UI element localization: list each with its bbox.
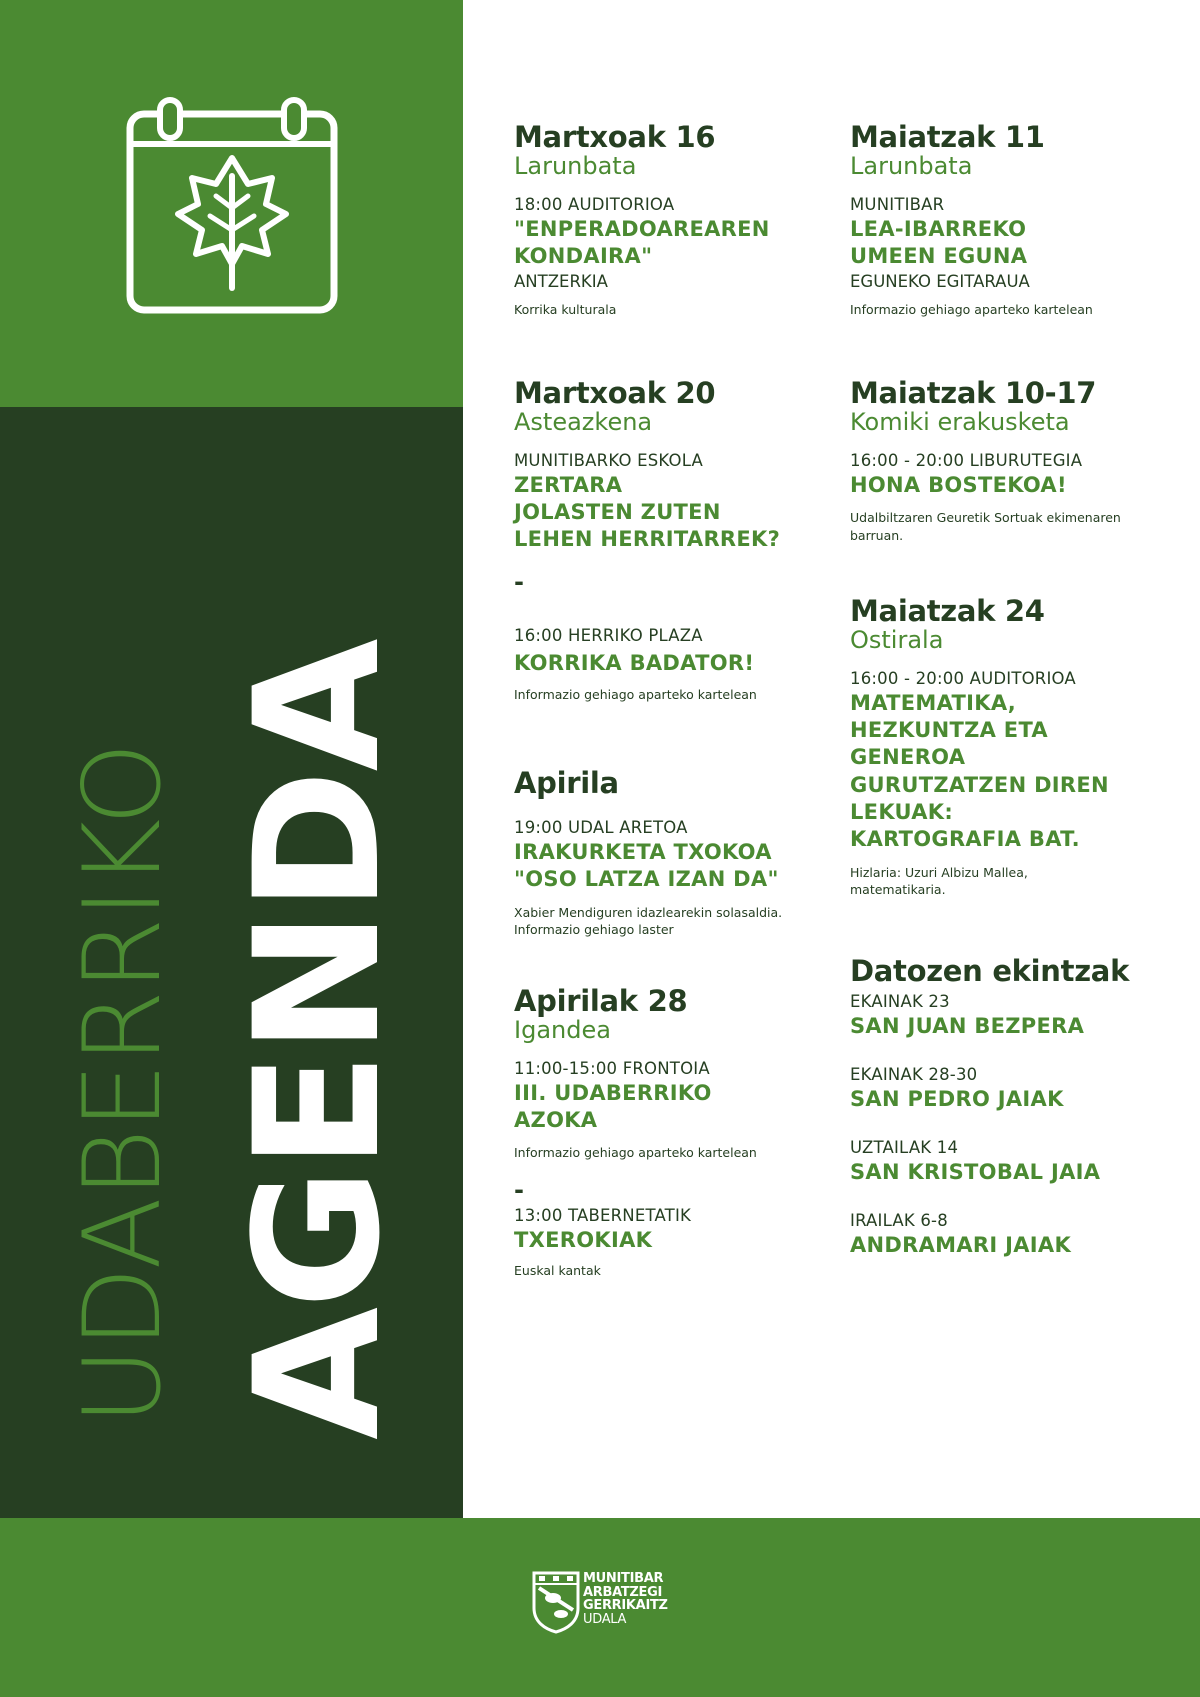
- event-time-place: MUNITIBAR: [850, 195, 945, 215]
- event-title-line: KONDAIRA": [514, 244, 653, 269]
- event-time-place: MUNITIBARKO ESKOLA: [514, 451, 703, 471]
- event-time-place: 16:00 - 20:00 AUDITORIOA: [850, 669, 1076, 689]
- event-block: [850, 122, 1190, 319]
- event-time-place: 19:00 UDAL ARETOA: [514, 818, 688, 838]
- event-note: Hizlaria: Uzuri Albizu Mallea,: [850, 864, 1028, 880]
- town-logo: [531, 1570, 681, 1634]
- event-block: [850, 596, 1190, 899]
- upcoming-events: [850, 956, 1190, 1259]
- upcoming-title: Datozen ekintzak: [850, 954, 1130, 988]
- event-time-place: 16:00 HERRIKO PLAZA: [514, 625, 703, 645]
- event-note: Korrika kulturala: [514, 302, 617, 318]
- event-time-place: 13:00 TABERNETATIK: [514, 1205, 692, 1225]
- event-title-line: HONA BOSTEKOA!: [850, 472, 1067, 497]
- upcoming-item: [850, 992, 1190, 1040]
- upcoming-date: UZTAILAK 14: [850, 1138, 959, 1158]
- upcoming-item: [850, 1065, 1190, 1113]
- town-shield-icon: [531, 1570, 581, 1634]
- event-note: Euskal kantak: [514, 1262, 601, 1278]
- town-name-line: MUNITIBAR: [583, 1571, 664, 1586]
- event-title-line: HEZKUNTZA ETA: [850, 718, 1048, 743]
- event-date: Apirila: [514, 766, 619, 800]
- event-day: Larunbata: [850, 152, 973, 181]
- event-category: EGUNEKO EGITARAUA: [850, 272, 1030, 292]
- town-name-line: ARBATZEGI: [583, 1584, 663, 1600]
- event-time-place: 16:00 - 20:00 LIBURUTEGIA: [850, 451, 1083, 471]
- event-title-line: LEHEN HERRITARREK?: [514, 527, 781, 552]
- event-day: Larunbata: [514, 152, 637, 181]
- event-title-line: TXEROKIAK: [514, 1227, 653, 1252]
- event-date: Martxoak 20: [514, 376, 716, 410]
- event-day: Asteazkena: [514, 408, 653, 437]
- event-date: Martxoak 16: [514, 120, 716, 154]
- town-name: [583, 1572, 668, 1627]
- town-name-line: GERRIKAITZ: [583, 1598, 668, 1614]
- event-date: Maiatzak 24: [850, 594, 1045, 628]
- event-note: Udalbiltzaren Geuretik Sortuak ekimenaren: [850, 510, 1121, 526]
- upcoming-event-title: SAN PEDRO JAIAK: [850, 1086, 1064, 1111]
- event-separator: -: [514, 567, 524, 596]
- event-title-line: "ENPERADOAREAREN: [514, 216, 770, 241]
- upcoming-date: EKAINAK 23: [850, 992, 950, 1012]
- event-block: [514, 986, 844, 1279]
- calendar-leaf-icon: [122, 96, 342, 316]
- event-separator: -: [514, 1175, 524, 1204]
- event-title-line: ZERTARA: [514, 472, 623, 497]
- event-date: Maiatzak 10-17: [850, 376, 1097, 410]
- title-agenda: AGENDA: [217, 640, 418, 1440]
- town-name-line: UDALA: [583, 1611, 627, 1627]
- event-block: [514, 768, 844, 939]
- event-title-line: UMEEN EGUNA: [850, 244, 1028, 269]
- event-block: [850, 378, 1190, 544]
- event-title-line: KORRIKA BADATOR!: [514, 651, 755, 676]
- event-block: [514, 378, 844, 703]
- event-title-line: KARTOGRAFIA BAT.: [850, 827, 1080, 852]
- event-day: Igandea: [514, 1016, 611, 1045]
- event-title-line: GENEROA: [850, 745, 966, 770]
- event-note: Informazio gehiago aparteko kartelean: [514, 1145, 757, 1161]
- event-title-line: III. UDABERRIKO: [514, 1080, 712, 1105]
- upcoming-event-title: ANDRAMARI JAIAK: [850, 1232, 1072, 1257]
- event-time-place: 11:00-15:00 FRONTOIA: [514, 1059, 710, 1079]
- event-note: Xabier Mendiguren idazlearekin solasaldia.: [514, 904, 783, 920]
- event-title-line: IRAKURKETA TXOKOA: [514, 840, 772, 865]
- event-time-place: 18:00 AUDITORIOA: [514, 195, 675, 215]
- upcoming-event-title: SAN JUAN BEZPERA: [850, 1014, 1085, 1039]
- upcoming-event-title: SAN KRISTOBAL JAIA: [850, 1159, 1101, 1184]
- event-day: Ostirala: [850, 626, 944, 655]
- title-udaberriko: UDABERRIKO: [61, 743, 184, 1425]
- event-note: barruan.: [850, 527, 904, 543]
- event-category: ANTZERKIA: [514, 272, 608, 292]
- event-title-line: "OSO LATZA IZAN DA": [514, 867, 779, 892]
- event-title-line: LEA-IBARREKO: [850, 216, 1027, 241]
- event-day: Komiki erakusketa: [850, 408, 1070, 437]
- event-title-line: LEKUAK:: [850, 800, 954, 825]
- event-note: Informazio gehiago laster: [514, 922, 674, 938]
- event-title-line: MATEMATIKA,: [850, 690, 1017, 715]
- event-title-line: AZOKA: [514, 1108, 598, 1133]
- upcoming-item: [850, 1138, 1190, 1186]
- event-note: matematikaria.: [850, 882, 946, 898]
- event-block: [514, 122, 844, 319]
- event-title-line: JOLASTEN ZUTEN: [514, 500, 721, 525]
- upcoming-date: IRAILAK 6-8: [850, 1211, 948, 1231]
- upcoming-item: [850, 1211, 1190, 1259]
- event-date: Apirilak 28: [514, 984, 688, 1018]
- event-note: Informazio gehiago aparteko kartelean: [850, 302, 1093, 318]
- event-title-line: GURUTZATZEN DIREN: [850, 772, 1109, 797]
- event-note: Informazio gehiago aparteko kartelean: [514, 686, 757, 702]
- upcoming-date: EKAINAK 28-30: [850, 1065, 978, 1085]
- event-date: Maiatzak 11: [850, 120, 1045, 154]
